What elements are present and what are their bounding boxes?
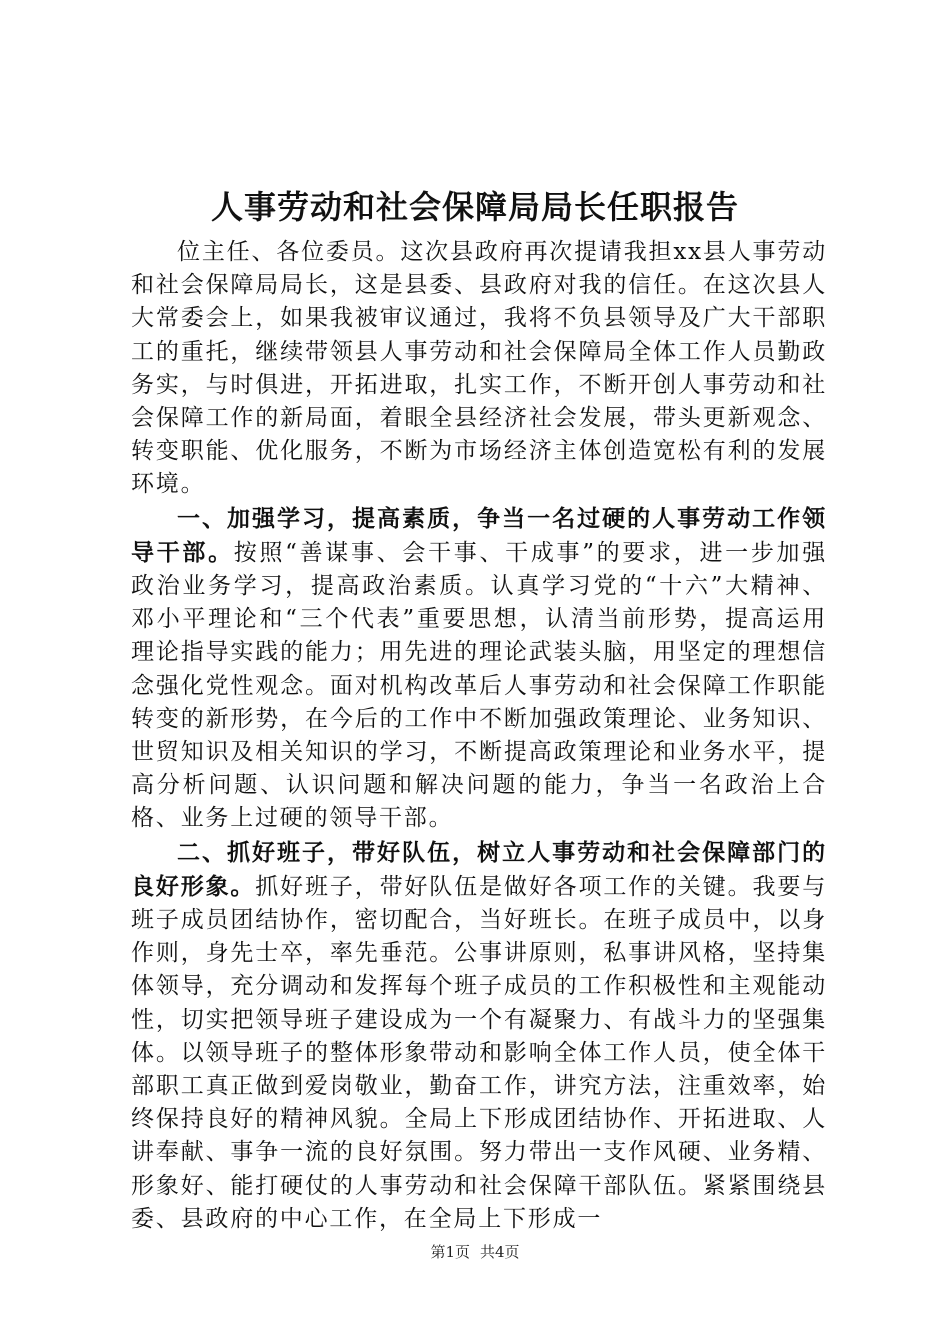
paragraph-section-2	[131, 836, 827, 1236]
page-number: 第1页	[430, 1243, 470, 1261]
paragraph-section-1	[131, 502, 827, 836]
section-1-text: 按照“善谋事、会干事、干成事”的要求，进一步加强政治业务学习，提高政治素质。认真学习党的“十六”大精神、邓小平理论和“三个代表”重要思想，认清当前形势，提高运用理论指导实践的能力；用先进的理论武装头脑，用坚定的理想信念强化党性观念。面对机构改革后人事劳动和社会保障工作职能转变的新形势，在今后的工作中不断加强政策理论、业务知识、世贸知识及相关知识的学习，不断提高政策理论和业务水平，提高分析问题、认识问题和解决问题的能力，争当一名政治上合格、业务上过硬的领导干部。	[131, 539, 828, 832]
page-total: 共4页	[480, 1243, 520, 1261]
paragraph-intro	[131, 236, 827, 502]
document-body	[131, 236, 827, 1236]
section-1-heading: 一、加强学习，提高素质，争当一名过硬的人事劳动工作领导干部。	[131, 504, 827, 566]
section-2-heading: 二、抓好班子，带好队伍，树立人事劳动和社会保障部门的良好形象。	[131, 838, 827, 900]
page-footer	[0, 1242, 950, 1262]
document-title: 人事劳动和社会保障局局长任职报告	[210, 188, 739, 226]
paragraph-intro-text: 位主任、各位委员。这次县政府再次提请我担xx县人事劳动和社会保障局局长，这是县委、县政府对我的信任。在这次县人大常委会上，如果我被审议通过，我将不负县领导及广大干部职工的重托，继续带领县人事劳动和社会保障局全体工作人员勤政务实，与时俱进，开拓进取，扎实工作，不断开创人事劳动和社会保障工作的新局面，着眼全县经济社会发展，带头更新观念、转变职能、优化服务，不断为市场经济主体创造宽松有利的发展环境。	[131, 239, 827, 498]
section-2-text: 抓好班子，带好队伍是做好各项工作的关键。我要与班子成员团结协作，密切配合，当好班长。在班子成员中，以身作则，身先士卒，率先垂范。公事讲原则，私事讲风格，坚持集体领导，充分调动和发挥每个班子成员的工作积极性和主观能动性，切实把领导班子建设成为一个有凝聚力、有战斗力的坚强集体。以领导班子的整体形象带动和影响全体工作人员，使全体干部职工真正做到爱岗敬业，勤奋工作，讲究方法，注重效率，始终保持良好的精神风貌。全局上下形成团结协作、开拓进取、人讲奉献、事争一流的良好氛围。努力带出一支作风硬、业务精、形象好、能打硬仗的人事劳动和社会保障干部队伍。紧紧围绕县委、县政府的中心工作，在全局上下形成一	[131, 873, 827, 1232]
